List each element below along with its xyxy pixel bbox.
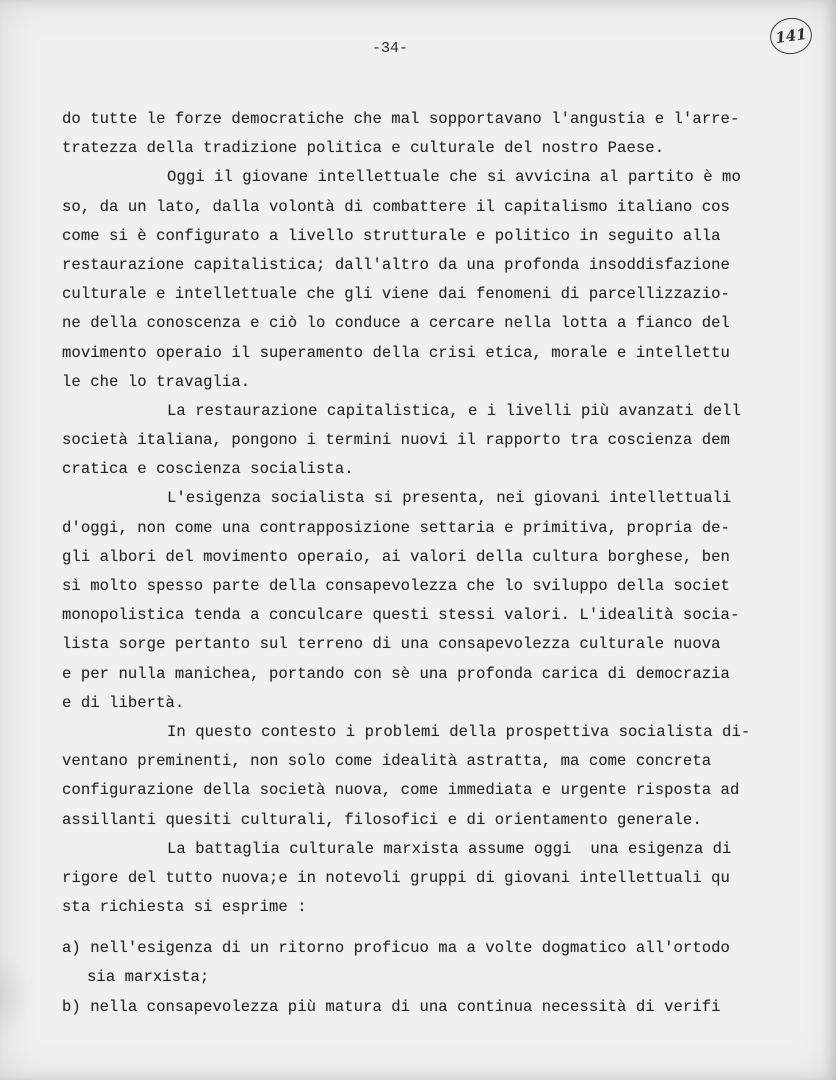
page-number: -34-: [372, 40, 409, 57]
text-line: do tutte le forze democratiche che mal sopportavano l'angustia e l'arre-: [62, 110, 740, 128]
list-item: a) nell'esigenza di un ritorno proficuo ma a volte dogmatico all'ortodo: [62, 939, 730, 958]
text-line: L'esigenza socialista si presenta, nei giovani intellettuali: [167, 489, 732, 508]
text-line: rigore del tutto nuova;e in notevoli gruppi di giovani intellettuali qu: [62, 868, 730, 887]
text-line: società italiana, pongono i termini nuovi il rapporto tra coscienza dem: [62, 431, 730, 450]
text-line: In questo contesto i problemi della prospettiva socialista di-: [167, 722, 751, 741]
text-line: La battaglia culturale marxista assume oggi una esigenza di: [167, 839, 732, 858]
text-line: le che lo travaglia.: [62, 372, 251, 391]
stamp-number: 141: [774, 24, 808, 48]
text-line: lista sorge pertanto sul terreno di una consapevolezza culturale nuova: [62, 635, 721, 654]
text-line: culturale e intellettuale che gli viene dai fenomeni di parcellizzazio-: [62, 285, 730, 304]
scan-watermark: [0, 950, 32, 1040]
typewritten-text: [62, 105, 822, 1022]
text-line: movimento operaio il superamento della crisi etica, morale e intellettu: [62, 343, 730, 362]
text-line: tratezza della tradizione politica e culturale del nostro Paese.: [62, 139, 665, 158]
text-line: monopolistica tenda a conculcare questi stessi valori. L'idealità socia-: [62, 606, 740, 625]
text-line: gli albori del movimento operaio, ai valori della cultura borghese, ben: [62, 547, 730, 566]
list-item-continuation: sia marxista;: [87, 968, 210, 987]
text-line: come si è configurato a livello strutturale e politico in seguito alla: [62, 226, 721, 245]
text-line: sta richiesta si esprime :: [62, 898, 307, 917]
text-line: Oggi il giovane intellettuale che si avvicina al partito è mo: [167, 168, 741, 187]
text-line: ne della conoscenza e ciò lo conduce a cercare nella lotta a fianco del: [62, 314, 730, 333]
page-stamp: [768, 15, 815, 56]
text-line: e di libertà.: [62, 693, 185, 712]
text-line: d'oggi, non come una contrapposizione settaria e primitiva, propria de-: [62, 518, 730, 537]
text-line: so, da un lato, dalla volontà di combattere il capitalismo italiano cos: [62, 197, 730, 216]
text-line: restaurazione capitalistica; dall'altro da una profonda insoddisfazione: [62, 255, 730, 274]
text-line: sì molto spesso parte della consapevolezza che lo sviluppo della societ: [62, 577, 730, 595]
list-item: b) nella consapevolezza più matura di una continua necessità di verifi: [62, 997, 721, 1016]
text-line: ventano preminenti, non solo come idealità astratta, ma come concreta: [62, 752, 712, 771]
text-line: configurazione della società nuova, come immediata e urgente risposta ad: [62, 781, 740, 800]
text-line: e per nulla manichea, portando con sè una profonda carica di democrazia: [62, 664, 730, 683]
text-line: assillanti quesiti culturali, filosofici e di orientamento generale.: [62, 810, 702, 829]
text-line: La restaurazione capitalistica, e i livelli più avanzati dell: [167, 401, 741, 420]
text-line: cratica e coscienza socialista.: [62, 460, 354, 479]
